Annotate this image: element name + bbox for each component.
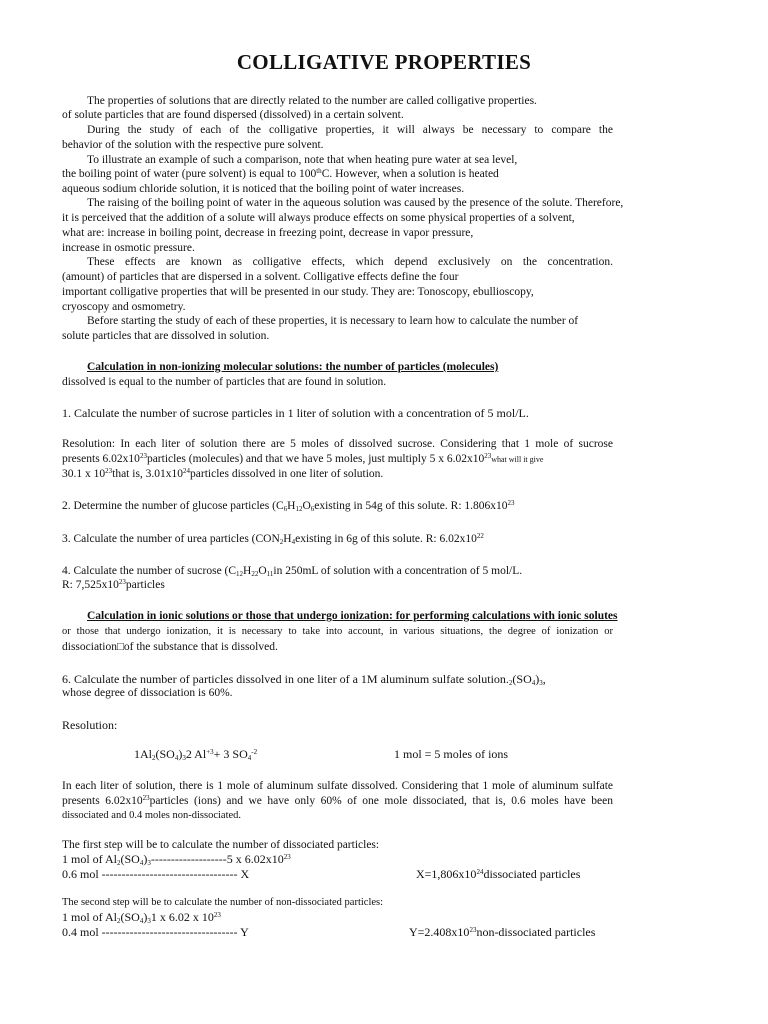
explanation-line: dissociated and 0.4 moles non-dissociated. (62, 810, 242, 821)
intro-line: Before starting the study of each of these properties, it is necessary to learn how to calculate the number of (87, 315, 579, 327)
step-1-line: 1 mol of $Al_2(SO_4)_3-------------------5$ x $6.02x10^{23}$ (62, 852, 291, 867)
dissociation-equation: $1Al_2(SO_4)_32$ $Al^{+3}+ 3$ $SO_4^{-2}$ (134, 747, 258, 762)
step-1-line: 0.6 mol ---------------------------------- X (62, 867, 250, 881)
answer-4: R: $7,525x10^{23}particles$ (62, 578, 165, 591)
intro-line: what are: increase in boiling point, decrease in freezing point, decrease in vapor pressure, (62, 227, 474, 239)
section2-heading: Calculation in ionic solutions or those that undergo ionization: for performing calculations with ionic solutes (87, 610, 618, 622)
intro-line: solute particles that are dissolved in solution. (62, 330, 270, 342)
step-2-title: The second step will be to calculate the number of non-dissociated particles: (62, 897, 384, 908)
intro-line: of solute particles that are found dispersed (dissolved) in a certain solvent. (62, 109, 404, 121)
question-2: 2. Determine the number of glucose particles ($C_6H_{12}O_6existing$ in 54g of this solute. R: $1.806x10^{23}$ (62, 499, 515, 513)
step-1-title: The first step will be to calculate the number of dissociated particles: (62, 839, 380, 851)
question-4: 4. Calculate the number of sucrose ($C_{12}H_{22}O_{11}in$ 250mL of solution with a concentration of 5 mol/L. (62, 565, 523, 578)
resolution-line: 30.1 x $10^{23}that$ is, $3.01x10^{24}particles$ dissolved in one liter of solution. (62, 467, 384, 480)
step-2-line: 1 mol of $Al_2(SO_4)_31$ x 6.02 x $10^{23}$ (62, 910, 221, 925)
equation-note: 1 mol = 5 moles of ions (394, 747, 509, 761)
intro-line: The raising of the boiling point of water in the aqueous solution was caused by the presence of the solute. Therefore, (87, 197, 624, 209)
step-2-line: 0.4 mol ---------------------------------- Y (62, 925, 249, 939)
question-6: 6. Calculate the number of particles dissolved in one liter of a 1M aluminum sulfate $solution._2(SO_4)_3$, (62, 672, 546, 687)
section1-text: dissolved is equal to the number of particles that are found in solution. (62, 376, 387, 388)
page-title: COLLIGATIVE PROPERTIES (236, 50, 532, 74)
intro-line: increase in osmotic pressure. (62, 242, 195, 254)
alpha-placeholder-icon: □ (116, 641, 124, 653)
resolution-line: presents $6.02x10^{23}particles$ (molecules) and that we have 5 moles, just multiply 5 x $6.02x10^{23}what$ will it give (62, 452, 544, 465)
intro-line: aqueous sodium chloride solution, it is noticed that the boiling point of water increases. (62, 183, 465, 195)
question-1: 1. Calculate the number of sucrose particles in 1 liter of solution with a concentration of 5 mol/L. (62, 406, 529, 420)
intro-line: The properties of solutions that are directly related to the number are called colligative properties. (87, 95, 537, 107)
explanation-line: In each liter of solution, there is 1 mole of aluminum sulfate dissolved. Considering that 1 mole of aluminum sulfate (62, 780, 613, 792)
intro-line: behavior of the solution with the respective pure solvent. (62, 139, 324, 151)
intro-line: the boiling point of water (pure solvent) is equal to 100thC. However, when a solution is heated (62, 167, 499, 180)
intro-line: (amount) of particles that are dispersed in a solvent. Colligative effects define the four (62, 271, 459, 283)
intro-line: important colligative properties that will be presented in our study. They are: Tonoscopy, ebullioscopy, (62, 286, 534, 298)
resolution-label: Resolution: (62, 718, 118, 732)
explanation-line: presents $6.02x10^{23}particles$ (ions) and we have only 60% of one mole dissociated, that is, 0.6 moles have been (62, 794, 614, 807)
intro-line: To illustrate an example of such a comparison, note that when heating pure water at sea level, (87, 154, 518, 166)
section1-heading: Calculation in non-ionizing molecular solutions: the number of particles (molecules) (87, 361, 499, 373)
step-2-result: $Y=2.408x10^{23}non$-dissociated particles (409, 925, 596, 939)
intro-line: During the study of each of the colligative properties, it will always be necessary to compare the (87, 124, 613, 136)
question-3: 3. Calculate the number of urea particles ($CON_2H_4existing$ in 6g of this solute. R: $6.02x10^{22}$ (62, 532, 484, 546)
question-6-cont: whose degree of dissociation is 60%. (62, 687, 233, 699)
intro-line: it is perceived that the addition of a solute will always produce effects on some physical properties of a solvent, (62, 212, 575, 224)
step-1-result: $X=1,806x10^{24}dissociated$ particles (416, 867, 581, 881)
resolution-line: Resolution: In each liter of solution there are 5 moles of dissolved sucrose. Considering that 1 mole of sucrose (62, 438, 613, 450)
section2-text: dissociation□of the substance that is dissolved. (62, 641, 278, 653)
intro-line: These effects are known as colligative effects, which depend exclusively on the concentration. (87, 256, 613, 268)
section2-text: or those that undergo ionization, it is necessary to take into account, in various situations, the degree of ionization or (62, 626, 613, 637)
intro-line: cryoscopy and osmometry. (62, 301, 186, 313)
